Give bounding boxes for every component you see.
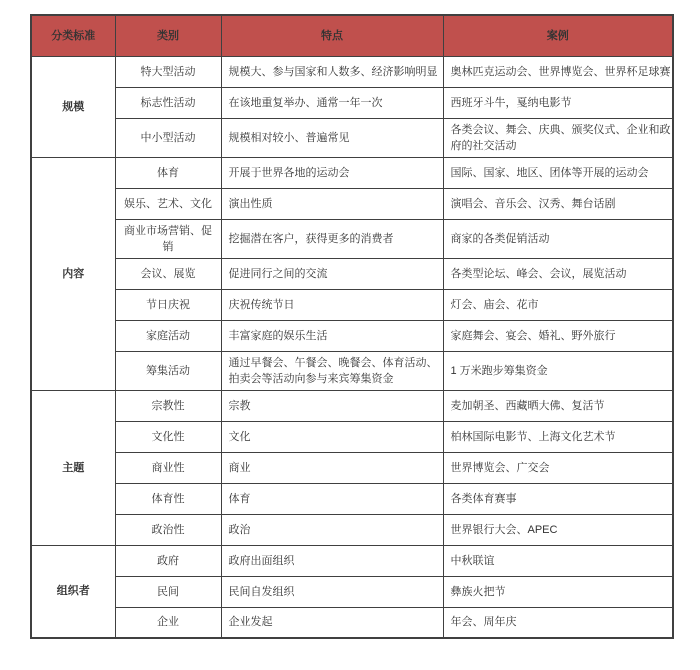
category-cell: 中小型活动 <box>115 118 221 157</box>
category-cell: 文化性 <box>115 421 221 452</box>
features-cell: 丰富家庭的娱乐生活 <box>221 320 443 351</box>
examples-cell: 家庭舞会、宴会、婚礼、野外旅行 <box>443 320 673 351</box>
table-row <box>31 289 673 320</box>
examples-cell: 各类型论坛、峰会、会议，展览活动 <box>443 258 673 289</box>
table-row <box>31 483 673 514</box>
classification-table <box>30 14 674 639</box>
examples-cell: 演唱会、音乐会、汉秀、舞台话剧 <box>443 188 673 219</box>
features-cell: 商业 <box>221 452 443 483</box>
category-cell: 政治性 <box>115 514 221 545</box>
table-row <box>31 320 673 351</box>
examples-cell: 中秋联谊 <box>443 545 673 576</box>
category-cell: 企业 <box>115 607 221 638</box>
category-cell: 商业性 <box>115 452 221 483</box>
category-cell: 体育 <box>115 157 221 188</box>
header-cell-category: 类别 <box>115 15 221 56</box>
category-cell: 节日庆祝 <box>115 289 221 320</box>
header-row <box>31 15 673 56</box>
examples-cell: 商家的各类促销活动 <box>443 219 673 258</box>
header-cell-features: 特点 <box>221 15 443 56</box>
category-cell: 商业市场营销、促销 <box>115 219 221 258</box>
table-body <box>31 56 673 638</box>
features-cell: 企业发起 <box>221 607 443 638</box>
table-row <box>31 188 673 219</box>
examples-cell: 世界博览会、广交会 <box>443 452 673 483</box>
features-cell: 政府出面组织 <box>221 545 443 576</box>
examples-cell: 各类体育赛事 <box>443 483 673 514</box>
features-cell: 规模大、参与国家和人数多、经济影响明显 <box>221 56 443 87</box>
table-row <box>31 576 673 607</box>
features-cell: 促进同行之间的交流 <box>221 258 443 289</box>
table-row <box>31 390 673 421</box>
group-label-cell: 组织者 <box>31 545 115 638</box>
table-row <box>31 545 673 576</box>
category-cell: 宗教性 <box>115 390 221 421</box>
examples-cell: 国际、国家、地区、团体等开展的运动会 <box>443 157 673 188</box>
header-cell-standard: 分类标准 <box>31 15 115 56</box>
table-row <box>31 56 673 87</box>
category-cell: 标志性活动 <box>115 87 221 118</box>
category-cell: 家庭活动 <box>115 320 221 351</box>
features-cell: 挖掘潜在客户，获得更多的消费者 <box>221 219 443 258</box>
table-row <box>31 258 673 289</box>
examples-cell: 西班牙斗牛，戛纳电影节 <box>443 87 673 118</box>
table-row <box>31 351 673 390</box>
examples-cell: 世界银行大会、APEC <box>443 514 673 545</box>
table-row <box>31 219 673 258</box>
category-cell: 筹集活动 <box>115 351 221 390</box>
features-cell: 宗教 <box>221 390 443 421</box>
category-cell: 特大型活动 <box>115 56 221 87</box>
features-cell: 规模相对较小、普遍常见 <box>221 118 443 157</box>
features-cell: 体育 <box>221 483 443 514</box>
table-row <box>31 421 673 452</box>
header-cell-examples: 案例 <box>443 15 673 56</box>
examples-cell: 年会、周年庆 <box>443 607 673 638</box>
examples-cell: 灯会、庙会、花市 <box>443 289 673 320</box>
features-cell: 演出性质 <box>221 188 443 219</box>
features-cell: 政治 <box>221 514 443 545</box>
examples-cell: 各类会议、舞会、庆典、颁奖仪式、企业和政府的社交活动 <box>443 118 673 157</box>
table-row <box>31 452 673 483</box>
features-cell: 庆祝传统节日 <box>221 289 443 320</box>
group-label-cell: 主题 <box>31 390 115 545</box>
table-row <box>31 87 673 118</box>
table-row <box>31 514 673 545</box>
category-cell: 会议、展览 <box>115 258 221 289</box>
features-cell: 通过早餐会、午餐会、晚餐会、体育活动、拍卖会等活动向参与来宾筹集资金 <box>221 351 443 390</box>
examples-cell: 1 万米跑步筹集资金 <box>443 351 673 390</box>
features-cell: 民间自发组织 <box>221 576 443 607</box>
table-row <box>31 118 673 157</box>
table-row <box>31 607 673 638</box>
features-cell: 开展于世界各地的运动会 <box>221 157 443 188</box>
table-row <box>31 157 673 188</box>
category-cell: 娱乐、艺术、文化 <box>115 188 221 219</box>
features-cell: 在该地重复举办、通常一年一次 <box>221 87 443 118</box>
group-label-cell: 内容 <box>31 157 115 390</box>
group-label-cell: 规模 <box>31 56 115 157</box>
examples-cell: 柏林国际电影节、上海文化艺术节 <box>443 421 673 452</box>
examples-cell: 麦加朝圣、西藏晒大佛、复活节 <box>443 390 673 421</box>
category-cell: 政府 <box>115 545 221 576</box>
category-cell: 民间 <box>115 576 221 607</box>
features-cell: 文化 <box>221 421 443 452</box>
category-cell: 体育性 <box>115 483 221 514</box>
examples-cell: 奥林匹克运动会、世界博览会、世界杯足球赛 <box>443 56 673 87</box>
examples-cell: 彝族火把节 <box>443 576 673 607</box>
